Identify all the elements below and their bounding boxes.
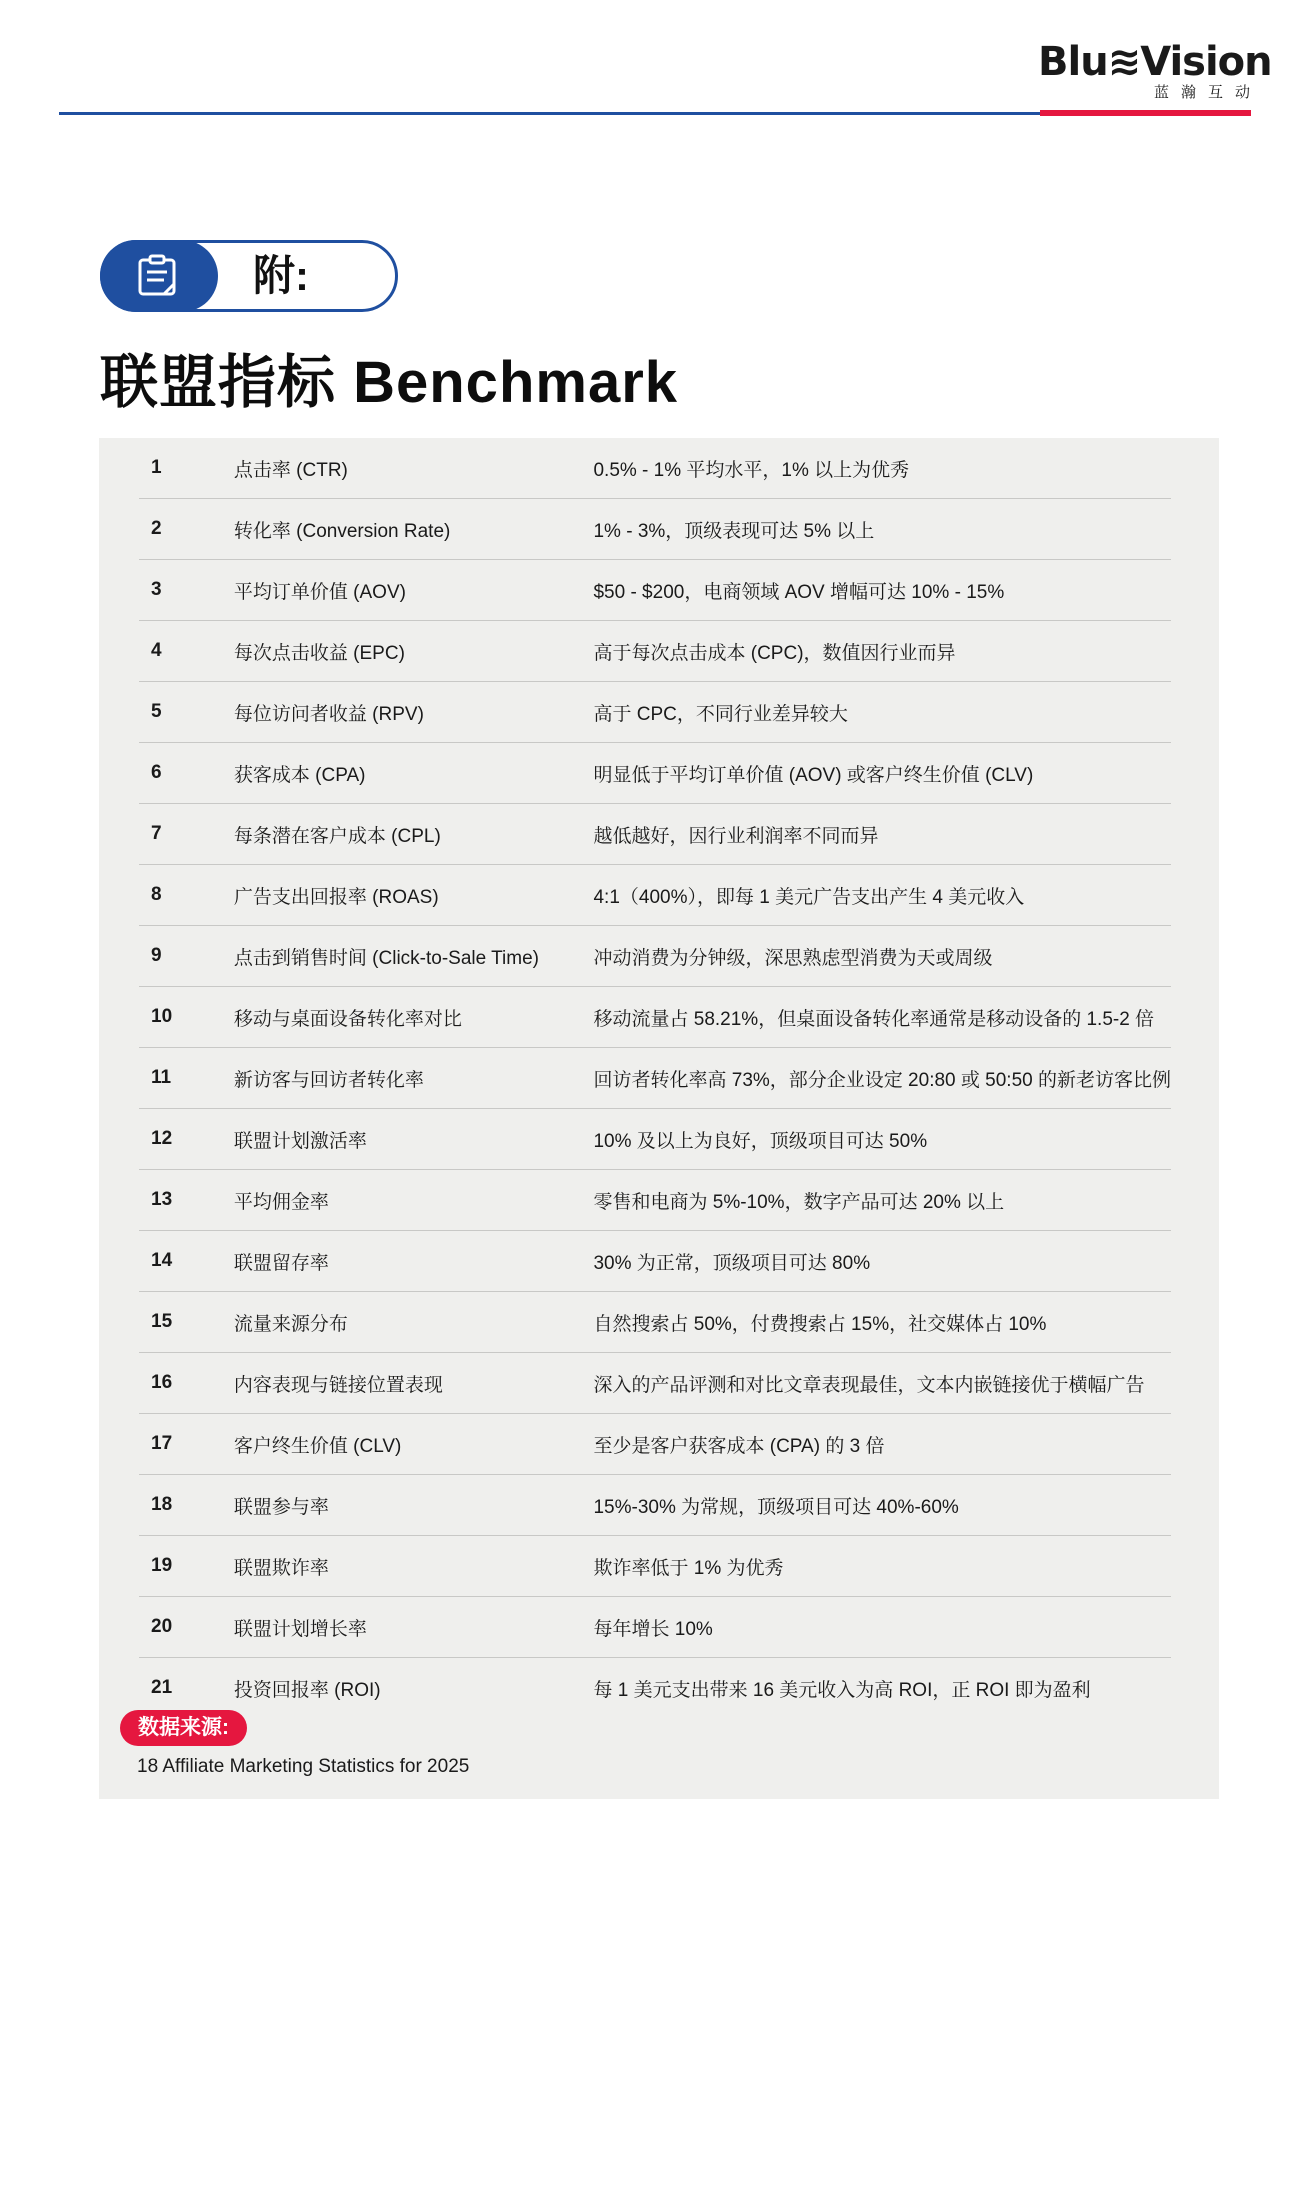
table-row [139, 560, 1171, 621]
metric-name: 投资回报率 (ROI) [233, 1679, 381, 1701]
metric-name: 联盟计划增长率 [234, 1597, 594, 1658]
brand-name: Blu≋Vision [1038, 39, 1272, 85]
table-row [139, 987, 1171, 1048]
table-row [139, 1170, 1171, 1231]
benchmark-value: 冲动消费为分钟级，深思熟虑型消费为天或周级 [593, 926, 1171, 987]
benchmark-value: 明显低于平均订单价值 (AOV) 或客户终生价值 (CLV) [593, 743, 1171, 804]
row-number: 4 [139, 621, 234, 682]
benchmark-value: 欺诈率低于 1% 为优秀 [593, 1536, 1171, 1597]
row-number: 11 [139, 1048, 234, 1109]
metric-name: 联盟留存率 [234, 1231, 594, 1292]
metric-name: 客户终生价值 (CLV) [234, 1414, 594, 1475]
metric-name: 广告支出回报率 (ROAS) [234, 865, 594, 926]
row-number: 18 [139, 1475, 234, 1536]
benchmark-value: 0.5% - 1% 平均水平，1% 以上为优秀 [593, 438, 1171, 499]
brand-subtitle: 蓝瀚互动 [1153, 84, 1262, 101]
row-number: 1 [139, 438, 234, 499]
row-number: 2 [139, 499, 234, 560]
benchmark-value: 4:1（400%），即每 1 美元广告支出产生 4 美元收入 [593, 865, 1171, 926]
row-number: 8 [139, 865, 234, 926]
metric-name: 流量来源分布 [234, 1292, 594, 1353]
row-number: 19 [139, 1536, 234, 1597]
section-label: 附: [253, 252, 309, 299]
benchmark-value: 1% - 3%，顶级表现可达 5% 以上 [593, 499, 1171, 560]
section-pill [100, 240, 398, 312]
benchmark-value: 越低越好，因行业利润率不同而异 [593, 804, 1171, 865]
table-row [139, 1109, 1171, 1170]
benchmark-value: 每年增长 10% [593, 1597, 1171, 1658]
table-row [139, 1414, 1171, 1475]
table-row [139, 1475, 1171, 1536]
row-number: 10 [139, 987, 234, 1048]
brand-logo [1038, 39, 1272, 102]
metric-name: 平均订单价值 (AOV) [234, 560, 594, 621]
table-row [139, 499, 1171, 560]
source-text: 18 Affiliate Marketing Statistics for 2025 [137, 1756, 470, 1777]
metric-name: 联盟计划激活率 [234, 1109, 594, 1170]
benchmark-panel [99, 438, 1219, 1799]
benchmark-value: 深入的产品评测和对比文章表现最佳，文本内嵌链接优于横幅广告 [593, 1353, 1171, 1414]
table-row [139, 804, 1171, 865]
benchmark-value: 10% 及以上为良好，顶级项目可达 50% [593, 1109, 1171, 1170]
benchmark-value: 零售和电商为 5%-10%，数字产品可达 20% 以上 [593, 1170, 1171, 1231]
metric-name: 转化率 (Conversion Rate) [234, 499, 594, 560]
table-row [139, 926, 1171, 987]
table-row [139, 1353, 1171, 1414]
row-number: 12 [139, 1109, 234, 1170]
row-number: 6 [139, 743, 234, 804]
table-row [139, 438, 1171, 499]
benchmark-value: 高于每次点击成本 (CPC)，数值因行业而异 [593, 621, 1171, 682]
metric-name: 平均佣金率 [234, 1170, 594, 1231]
benchmark-value: 每 1 美元支出带来 16 美元收入为高 ROI，正 ROI 即为盈利 [593, 1679, 1091, 1701]
row-number: 15 [139, 1292, 234, 1353]
metric-name: 点击率 (CTR) [234, 438, 594, 499]
row-number: 21 [151, 1677, 173, 1698]
row-number: 16 [139, 1353, 234, 1414]
metric-name: 获客成本 (CPA) [234, 743, 594, 804]
benchmark-value: $50 - $200，电商领域 AOV 增幅可达 10% - 15% [593, 560, 1171, 621]
row-number: 9 [139, 926, 234, 987]
table-row [139, 621, 1171, 682]
table-row [139, 743, 1171, 804]
header-divider-accent [1040, 110, 1251, 116]
metric-name: 联盟参与率 [234, 1475, 594, 1536]
metric-name: 每条潜在客户成本 (CPL) [234, 804, 594, 865]
row-number: 7 [139, 804, 234, 865]
benchmark-value: 15%-30% 为常规，顶级项目可达 40%-60% [593, 1475, 1171, 1536]
benchmark-value: 移动流量占 58.21%，但桌面设备转化率通常是移动设备的 1.5-2 倍 [593, 987, 1171, 1048]
table-row [139, 1292, 1171, 1353]
page-title: 联盟指标 Benchmark [100, 350, 679, 415]
table-row [139, 1658, 1171, 1719]
metric-name: 移动与桌面设备转化率对比 [234, 987, 594, 1048]
row-number: 17 [139, 1414, 234, 1475]
table-row [139, 1597, 1171, 1658]
metric-name: 点击到销售时间 (Click-to-Sale Time) [234, 926, 594, 987]
metric-name: 每位访问者收益 (RPV) [234, 682, 594, 743]
chart-watermark-icon [1011, 1968, 1311, 2208]
row-number: 20 [139, 1597, 234, 1658]
row-number: 13 [139, 1170, 234, 1231]
row-number: 14 [139, 1231, 234, 1292]
table-row [139, 865, 1171, 926]
metric-name: 联盟欺诈率 [234, 1536, 594, 1597]
metric-name: 每次点击收益 (EPC) [234, 621, 594, 682]
benchmark-value: 高于 CPC，不同行业差异较大 [593, 682, 1171, 743]
table-row [139, 682, 1171, 743]
benchmark-value: 30% 为正常，顶级项目可达 80% [593, 1231, 1171, 1292]
table-row [139, 1231, 1171, 1292]
metric-name: 内容表现与链接位置表现 [234, 1353, 594, 1414]
metric-name: 新访客与回访者转化率 [234, 1048, 594, 1109]
table-row [139, 1536, 1171, 1597]
benchmark-value: 至少是客户获客成本 (CPA) 的 3 倍 [593, 1414, 1171, 1475]
source-badge: 数据来源: [120, 1710, 247, 1746]
row-number: 5 [139, 682, 234, 743]
row-number: 3 [139, 560, 234, 621]
clipboard-icon [100, 240, 218, 312]
benchmark-value: 回访者转化率高 73%，部分企业设定 20:80 或 50:50 的新老访客比例 [593, 1048, 1171, 1109]
table-row [139, 1048, 1171, 1109]
benchmark-table [139, 438, 1171, 1718]
benchmark-value: 自然搜索占 50%，付费搜索占 15%，社交媒体占 10% [593, 1292, 1171, 1353]
